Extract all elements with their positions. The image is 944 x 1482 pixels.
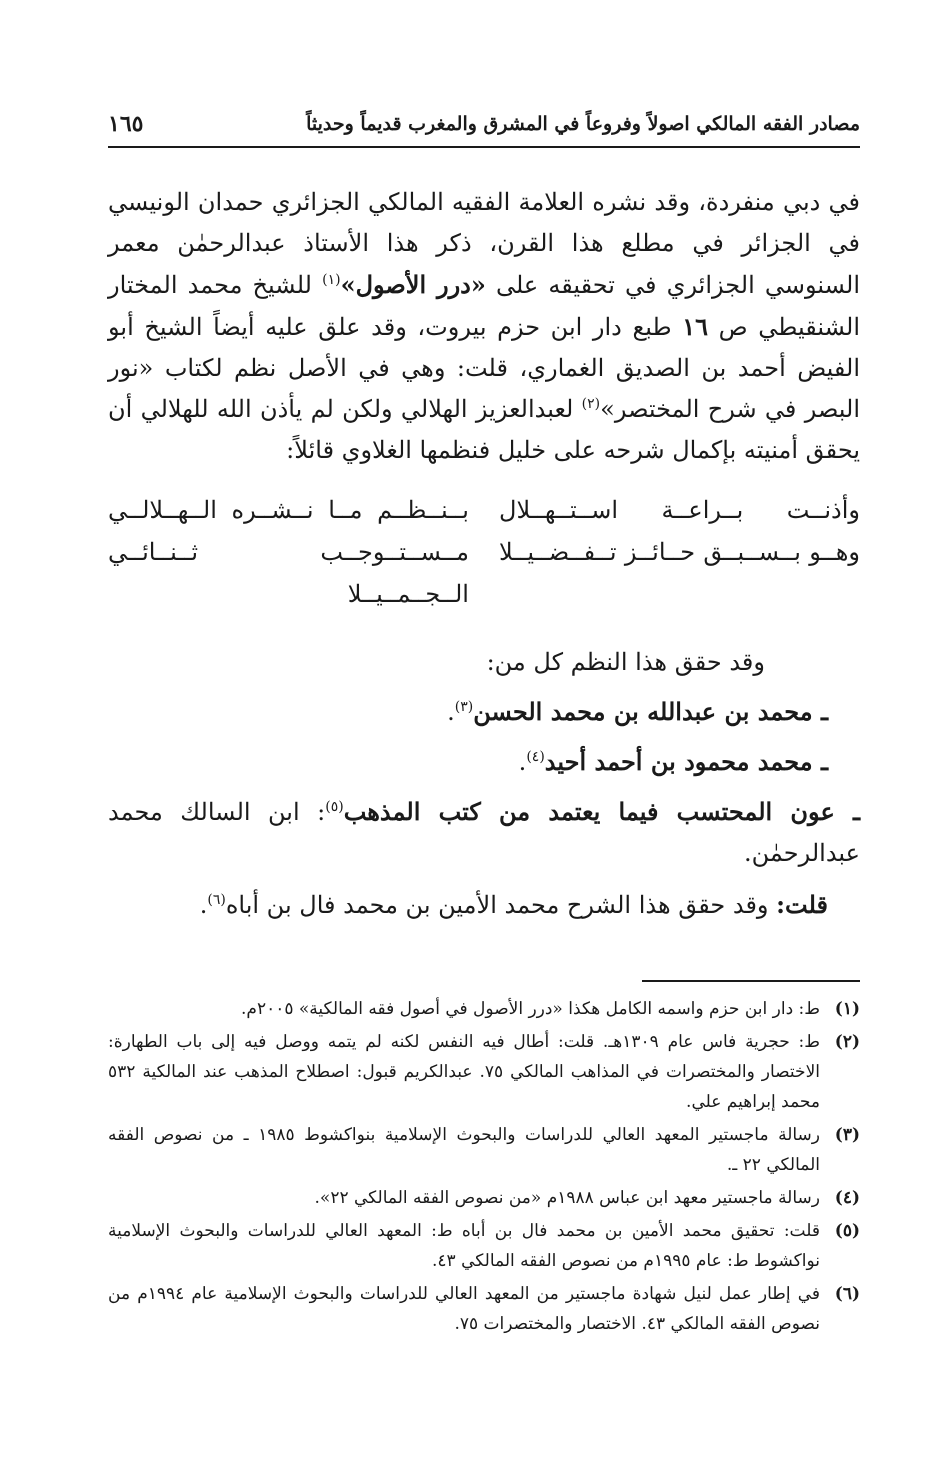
verse-first-half: وهــو بــســبــق حــائــز تــفــضــيــلا [499,538,860,566]
footnote [108,1120,860,1180]
editors-list [108,637,860,930]
footnote-number: (٦) [834,1284,860,1304]
book-title-durar: «درر الأصول» [340,270,486,299]
qult-text: وقد حقق هذا الشرح محمد الأمين بن محمد فال بن أباه [225,891,777,919]
list-item: ـ محمد محمود بن أحمد أحيد$^{(٤)}$. [518,747,828,776]
running-header [108,108,860,138]
qult-label: قلت: [776,890,828,919]
verse-line [108,489,860,531]
footnote-number: (٢) [834,1032,860,1052]
poem-verses [108,489,860,615]
qult-note: قلت: وقد حقق هذا الشرح محمد الأمين بن محمد فال بن أباه$^{(٦)}$. [199,890,828,919]
verse-first-half: وأذنــت بــراعــة اســتــهــلال [499,496,860,524]
footnote-text: ط: دار ابن حزم واسمه الكامل هكذا «درر الأصول في أصول فقه المالكية» ٢٠٠٥م. [241,999,820,1019]
footnote-text: قلت: تحقيق محمد الأمين بن محمد فال بن أباه ط: المعهد العالي للدراسات والبحوث الإسلامية نواكشوط ط: عام ١٩٩٥م من نصوص الفقه المالكي ٤٣. [108,1221,820,1271]
footnote-ref-2: (٢) [581,396,601,412]
book-page [108,108,860,1342]
footnote-ref-3: (٣) [454,699,474,715]
footnote [108,1183,860,1213]
list-item [108,791,860,874]
footnote-number: (٣) [834,1125,860,1145]
paragraph-text: طبع دار ابن حزم بيروت، وقد علق عليه أيضاً الشيخ أبو الفيض أحمد بن الصديق الغماري، قلت: وهي في الأصل نظم لكتاب «نور البصر في شرح المختصر» [108,313,860,423]
paragraph-text: للشيخ محمد المختار الشنقيطي ص [108,271,861,341]
verse-line [108,531,860,615]
footnotes [108,994,860,1339]
verse-second-half: مــســتــوجــب ثــنــائــي الــجــمــيــلا [108,538,469,608]
footnote [108,1216,860,1276]
editor-name: ـ محمد محمود بن أحمد أحيد [544,747,828,776]
list-intro: وقد حقق هذا النظم كل من: [486,648,765,676]
footnote-separator [642,980,860,982]
footnote-text: ط: حجرية فاس عام ١٣٠٩هـ. قلت: أطال فيه النفس لكنه لم يتمه ووصل فيه إلى باب الطهارة: الاختصار والمختصرات في المذاهب المالكي ٧٥. عبدالكريم قبول: اصطلاح المذهب عند المالكية ٥٣٢ محمد إبراهيم علي. [108,1032,821,1112]
list-item-text: : ابن السالك محمد عبدالرحمٰن. [108,798,860,867]
footnote-ref-4: (٤) [526,749,545,765]
list-item: ـ محمد بن عبدالله بن محمد الحسن$^{(٣)}$. [447,697,828,726]
book-title-awn: ـ عون المحتسب فيما يعتمد من كتب المذهب [343,797,860,826]
verse-second-half: بــنــظــم مــا نــشــره الــهــلالــي [108,496,469,524]
page-number: ١٦٥ [108,111,144,137]
paragraph-text: في دبي منفردة، وقد نشره العلامة الفقيه المالكي الجزائري حمدان الونيسي في الجزائر في مطلع هذا القرن، ذكر هذا الأستاذ عبدالرحمٰن معمر السنوسي الجزائري في تحقيقه على [108,188,861,299]
footnote [108,1027,860,1117]
editor-name: ـ محمد بن عبدالله بن محمد الحسن [473,697,828,726]
running-title: مصادر الفقه المالكي اصولاً وفروعاً في المشرق والمغرب قديماً وحديثاً [306,113,860,135]
header-rule [108,146,860,148]
main-paragraph [108,182,860,471]
footnote-text: في إطار عمل لنيل شهادة ماجستير من المعهد العالي للدراسات والبحوث الإسلامية عام ١٩٩٤م من نصوص الفقه المالكي ٤٣. الاختصار والمختصرات ٧٥. [108,1284,820,1334]
footnote-text: رسالة ماجستير المعهد العالي للدراسات والبحوث الإسلامية بنواكشوط ١٩٨٥ ـ من نصوص الفقه المالكي ٢٢ ـ. [108,1125,821,1175]
paragraph-text: لعبدالعزيز الهلالي ولكن لم يأذن الله للهلالي أن يحقق أمنيته بإكمال شرحه على خليل فنظمها الغلاوي قائلاً: [108,395,860,464]
footnote-ref-1: (١) [322,272,341,288]
page-ref-number: ١٦ [682,312,709,341]
footnote-number: (٤) [834,1188,860,1208]
footnote-number: (١) [834,999,860,1019]
footnote-ref-6: (٦) [207,892,226,908]
footnote-text: رسالة ماجستير معهد ابن عباس ١٩٨٨م «من نصوص الفقه المالكي ٢٢». [314,1188,820,1208]
footnote [108,1279,860,1339]
footnote-number: (٥) [834,1221,860,1241]
footnote [108,994,860,1024]
footnote-ref-5: (٥) [325,799,344,815]
